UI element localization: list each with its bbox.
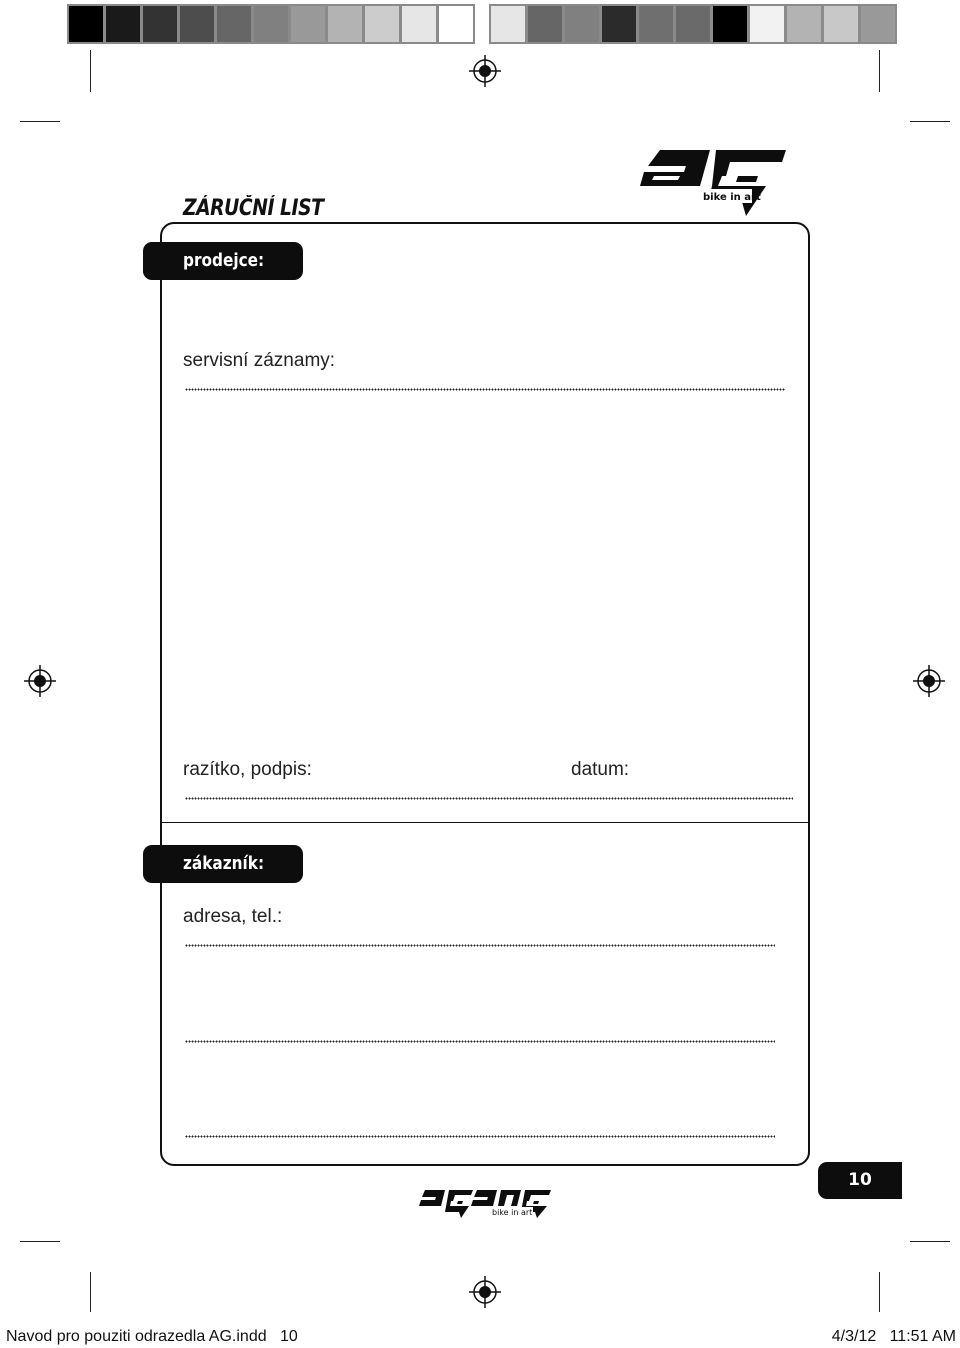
ag-logo-icon — [638, 146, 788, 218]
service-records-line[interactable] — [185, 388, 785, 391]
logo-tagline: bike in art — [703, 192, 761, 203]
color-swatch — [69, 6, 103, 42]
crop-mark — [879, 50, 880, 92]
color-swatch — [254, 6, 288, 42]
agang-tagline: bike in art — [492, 1208, 533, 1217]
color-swatch — [639, 6, 673, 42]
page-title: ZÁRUČNÍ LIST — [183, 196, 324, 221]
file-info: Navod pro pouziti odrazedla AG.indd 10 — [6, 1328, 298, 1345]
registration-mark-icon — [913, 665, 945, 697]
crop-mark — [90, 50, 91, 92]
page-number: 10 — [818, 1162, 902, 1199]
color-swatch — [602, 6, 636, 42]
crop-mark — [879, 1272, 880, 1312]
stamp-date-line[interactable] — [185, 797, 793, 800]
color-swatch — [676, 6, 710, 42]
color-swatch — [861, 6, 895, 42]
seller-heading — [143, 242, 303, 280]
crop-mark — [910, 121, 950, 122]
customer-heading — [143, 845, 303, 883]
address-line-3[interactable] — [185, 1135, 775, 1138]
color-swatch — [291, 6, 325, 42]
date-label: datum: — [571, 759, 630, 780]
section-divider — [161, 822, 809, 823]
crop-mark — [20, 1241, 60, 1242]
color-swatch — [217, 6, 251, 42]
agang-logo-icon — [417, 1188, 553, 1220]
color-swatch — [750, 6, 784, 42]
color-swatch — [713, 6, 747, 42]
color-swatch — [787, 6, 821, 42]
color-swatch — [106, 6, 140, 42]
customer-heading-text: zákazník: — [183, 853, 265, 874]
address-line-2[interactable] — [185, 1040, 775, 1043]
color-swatch — [328, 6, 362, 42]
address-phone-label: adresa, tel.: — [183, 906, 283, 927]
color-bar-left — [67, 4, 475, 44]
crop-mark — [910, 1241, 950, 1242]
seller-heading-text: prodejce: — [183, 250, 265, 271]
crop-mark — [90, 1272, 91, 1312]
color-swatch — [402, 6, 436, 42]
stamp-signature-label: razítko, podpis: — [183, 759, 312, 780]
color-swatch — [565, 6, 599, 42]
color-swatch — [491, 6, 525, 42]
color-swatch — [143, 6, 177, 42]
color-swatch — [528, 6, 562, 42]
registration-mark-icon — [24, 665, 56, 697]
color-swatch — [365, 6, 399, 42]
color-swatch — [824, 6, 858, 42]
color-swatch — [180, 6, 214, 42]
service-records-label: servisní záznamy: — [183, 350, 336, 371]
print-timestamp: 4/3/12 11:51 AM — [831, 1328, 956, 1345]
registration-mark-icon — [469, 55, 501, 87]
registration-mark-icon — [469, 1276, 501, 1308]
crop-mark — [20, 121, 60, 122]
address-line-1[interactable] — [185, 944, 775, 947]
color-bar-right — [489, 4, 897, 44]
color-swatch — [439, 6, 473, 42]
